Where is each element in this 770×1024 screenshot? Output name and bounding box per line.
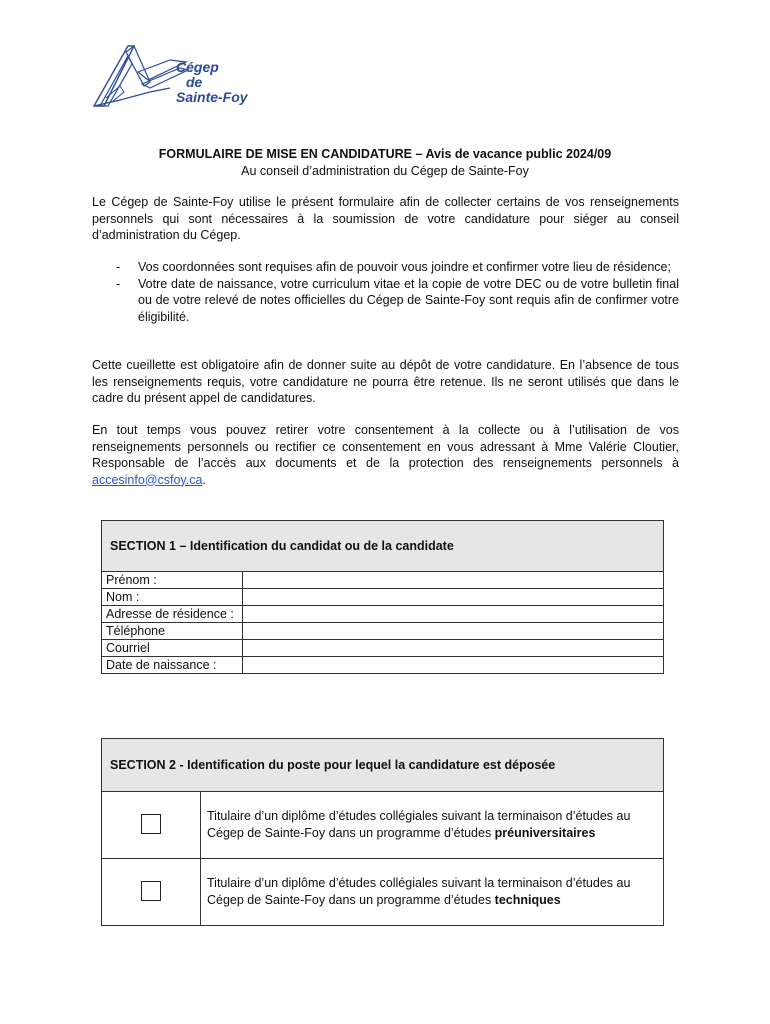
courriel-field[interactable] (243, 640, 664, 657)
field-label-prenom: Prénom : (102, 572, 243, 589)
contact-email-link[interactable]: accesinfo@csfoy.ca (92, 472, 203, 487)
field-label-telephone: Téléphone (102, 623, 243, 640)
bullet-dash: - (116, 276, 121, 291)
field-label-nom: Nom : (102, 589, 243, 606)
consent-paragraph (92, 422, 679, 488)
section1-table (101, 520, 664, 674)
intro-paragraph: Le Cégep de Sainte-Foy utilise le présent formulaire afin de collecter certains de vos renseignements personnels qui sont nécessaires à la soumission de votre candidature pour siéger au conseil d’administration du Cégep. (92, 195, 679, 242)
list-item (92, 259, 679, 276)
table-row (102, 792, 664, 859)
form-title: FORMULAIRE DE MISE EN CANDIDATURE – Avis de vacance public 2024/09 (158, 147, 612, 161)
nom-field[interactable] (243, 589, 664, 606)
list-item-text: Vos coordonnées sont requises afin de pouvoir vous joindre et confirmer votre lieu de résidence; (138, 260, 671, 274)
form-subtitle: Au conseil d’administration du Cégep de Sainte-Foy (241, 164, 529, 178)
consent-end: . (202, 472, 206, 487)
preuniversitaire-checkbox[interactable] (141, 814, 161, 834)
option-emphasis: préuniversitaires (494, 826, 596, 840)
table-row (102, 859, 664, 926)
prenom-field[interactable] (243, 572, 664, 589)
section2-table (101, 738, 664, 926)
option-text: Titulaire d’un diplôme d’études collégiales suivant la terminaison d’études au Cégep de Sainte-Foy dans un programme d’études (207, 876, 631, 907)
option-emphasis: techniques (494, 893, 561, 907)
field-label-adresse: Adresse de résidence : (102, 606, 243, 623)
adresse-field[interactable] (243, 606, 664, 623)
bullet-dash: - (116, 260, 121, 274)
mandatory-paragraph: Cette cueillette est obligatoire afin de donner suite au dépôt de votre candidature. En l’absence de tous les renseignements requis, votre candidature ne pourra être retenue. Ils ne seront utilisés que dans le cadre du présent appel de candidatures. (92, 358, 679, 405)
logo-line-1: Cégep (176, 59, 219, 75)
field-label-courriel: Courriel (102, 640, 243, 657)
field-label-naissance: Date de naissance : (102, 657, 243, 674)
consent-text: En tout temps vous pouvez retirer votre consentement à la collecte ou à l’utilisation de vos renseignements personnels ou rectifier ce consentement en vous adressant à Mme Valérie Cloutier, Responsable de l’accès aux documents et de la protection des renseignements personnels à (92, 423, 679, 470)
table-row (102, 589, 664, 606)
table-row (102, 657, 664, 674)
list-item-text: Votre date de naissance, votre curriculum vitae et la copie de votre DEC ou de votre bulletin final ou de votre relevé de notes officielles du Cégep de Sainte-Foy sont requis afin de confirmer votre éligibilité. (138, 276, 679, 324)
table-row (102, 640, 664, 657)
logo-line-3: Sainte-Foy (176, 89, 248, 105)
date-naissance-field[interactable] (243, 657, 664, 674)
logo-wordmark (176, 60, 248, 105)
option-technique (201, 859, 664, 926)
section1-title: SECTION 1 – Identification du candidat ou de la candidate (102, 521, 664, 572)
list-item (92, 276, 679, 326)
option-preuniversitaire (201, 792, 664, 859)
section2-title: SECTION 2 - Identification du poste pour lequel la candidature est déposée (102, 739, 664, 792)
form-header (0, 146, 770, 180)
logo-line-2: de (186, 74, 203, 90)
telephone-field[interactable] (243, 623, 664, 640)
technique-checkbox[interactable] (141, 881, 161, 901)
table-row (102, 606, 664, 623)
table-row (102, 623, 664, 640)
requirements-list (92, 259, 679, 325)
table-row (102, 572, 664, 589)
option-text: Titulaire d’un diplôme d’études collégiales suivant la terminaison d’études au Cégep de Sainte-Foy dans un programme d’études (207, 809, 631, 840)
